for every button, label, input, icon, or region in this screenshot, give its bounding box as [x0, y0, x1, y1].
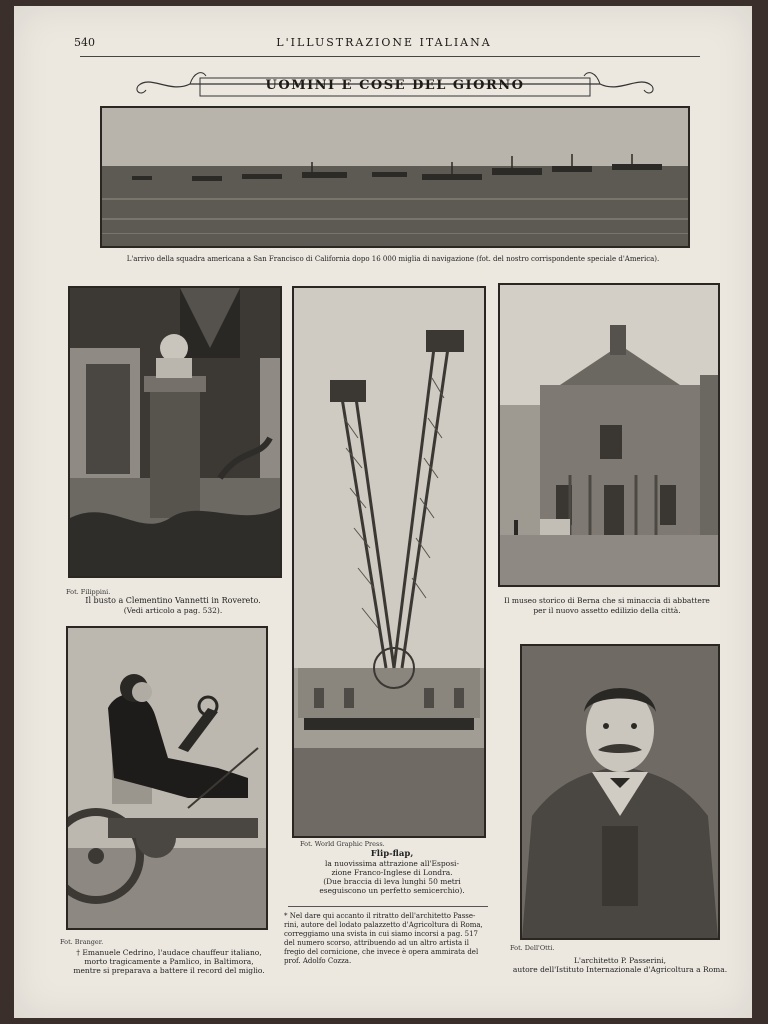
section-banner — [130, 64, 660, 100]
architect-photo — [520, 644, 720, 940]
note-line: rini, autore del lodato palazzetto d'Agricoltura di Roma, — [284, 921, 483, 929]
flipflap-caption-line: la nuovissima attrazione all'Esposi- — [325, 859, 459, 868]
note-line: * Nel dare qui accanto il ritratto dell'architetto Passe- — [284, 912, 476, 920]
bust-caption-note: (Vedi articolo a pag. 532). — [123, 606, 223, 615]
note-line: correggiamo una svista in cui siamo incorsi a pag. 517 — [284, 930, 479, 938]
fleet-photo — [100, 106, 690, 248]
architect-caption — [500, 956, 740, 974]
bust-credit: Fot. Filippini. — [66, 588, 111, 596]
correction-note — [284, 912, 494, 966]
driver-caption-line: morto tragicamente a Pamlico, in Baltimora, — [84, 957, 254, 966]
museum-caption — [490, 596, 724, 616]
museum-photo — [498, 283, 720, 587]
driver-photo — [66, 626, 268, 930]
flipflap-caption-line: (Due braccia di leva lunghi 50 metri — [323, 877, 461, 886]
driver-caption — [56, 948, 282, 975]
running-title: L'ILLUSTRAZIONE ITALIANA — [276, 36, 492, 49]
bust-photo — [68, 286, 282, 578]
bust-caption-text: Il busto a Clementino Vannetti in Rovereto. — [85, 596, 261, 605]
flipflap-caption-line: eseguiscono un perfetto semicerchio). — [319, 886, 465, 895]
museum-caption-line: per il nuovo assetto edilizio della città. — [533, 606, 681, 615]
flipflap-caption-line: zione Franco-Inglese di Londra. — [331, 868, 453, 877]
driver-caption-line: † Emanuele Cedrino, l'audace chauffeur italiano, — [76, 948, 262, 957]
fleet-caption-text: L'arrivo della squadra americana a San Francisco di California dopo 16 000 miglia di navigazione — [126, 255, 475, 263]
note-line: prof. Adolfo Cozza. — [284, 957, 352, 965]
flipflap-credit: Fot. World Graphic Press. — [300, 840, 385, 848]
note-line: fregio del cornicione, che invece è opera ammirata del — [284, 948, 479, 956]
note-rule — [288, 906, 488, 907]
header-rule — [80, 56, 700, 57]
fleet-caption — [100, 254, 686, 264]
fleet-caption-note: (fot. del nostro corrispondente speciale d'America). — [476, 255, 660, 263]
section-title: UOMINI E COSE DEL GIORNO — [265, 78, 525, 93]
page-number: 540 — [74, 36, 95, 49]
flipflap-title: Flip-flap, — [370, 849, 414, 859]
driver-caption-line: mentre si preparava a battere il record del miglio. — [73, 966, 265, 975]
flipflap-caption — [292, 850, 492, 895]
bust-caption — [68, 596, 278, 616]
architect-credit: Fot. Dell'Otti. — [510, 944, 555, 952]
note-line: del numero scorso, attribuendo ad un altro artista il — [284, 939, 469, 947]
flipflap-photo — [292, 286, 486, 838]
architect-caption-line: L'architetto P. Passerini, — [573, 956, 667, 965]
driver-credit: Fot. Branger. — [60, 938, 104, 946]
architect-caption-line: autore dell'Istituto Internazionale d'Agricoltura a Roma. — [512, 965, 728, 974]
museum-caption-line: Il museo storico di Berna che si minaccia di abbattere — [504, 596, 710, 605]
